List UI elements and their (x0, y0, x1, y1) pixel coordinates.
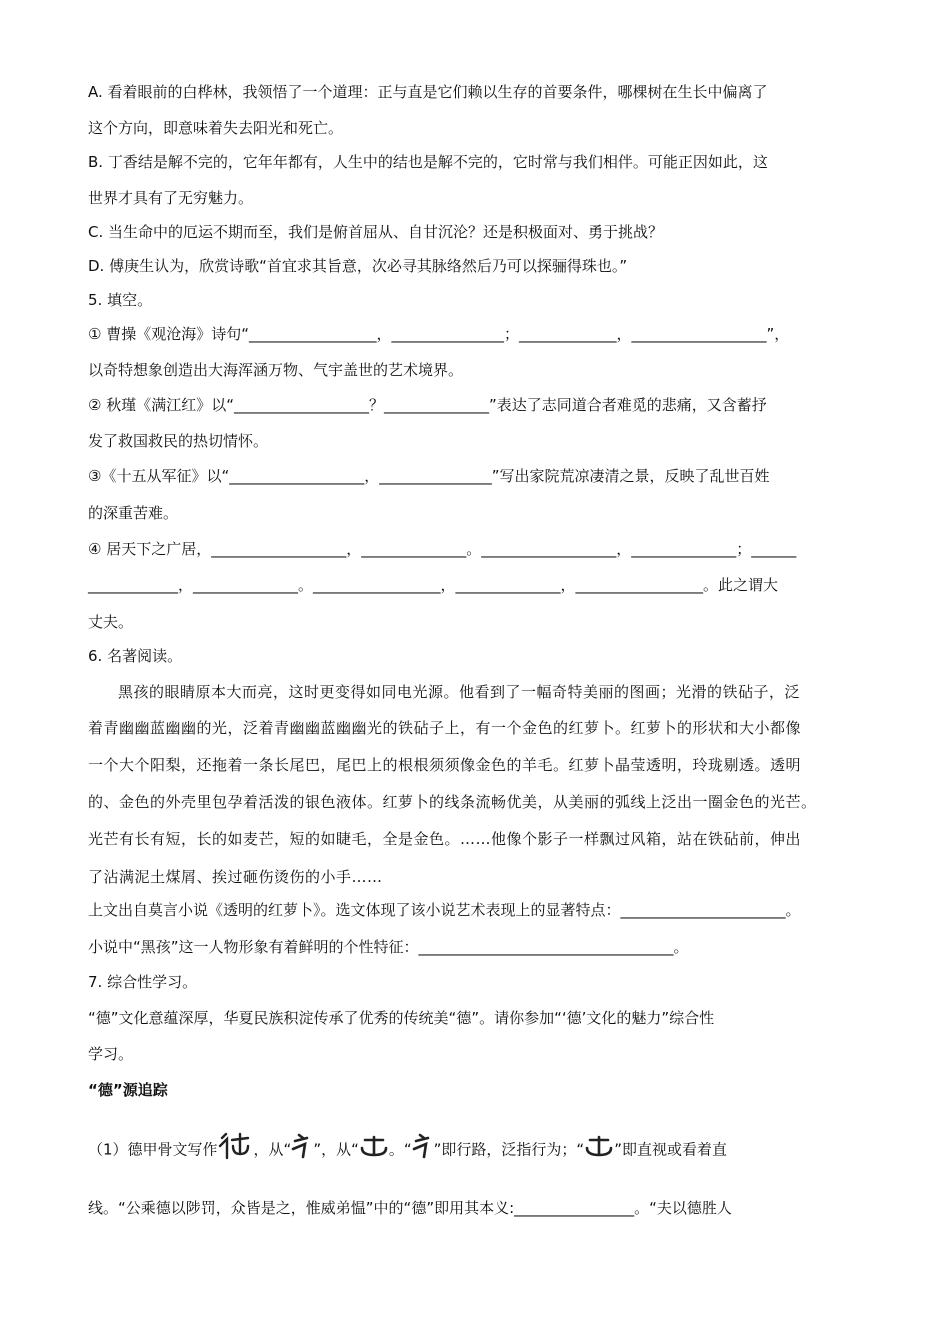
q5-line3: ② 秋瑾《满江红》以“__________________？______________”表达了志同道合者难觅的悲痛，又含蓄抒 (88, 396, 767, 414)
q7-sub1-part-a: （1）德甲骨文写作 (88, 1140, 218, 1159)
q7-sub1-part-c: ”，从“ (313, 1140, 359, 1159)
q7-sub1-line1 (88, 1136, 868, 1164)
q5-line5: ③《十五从军征》以“__________________，_______________”写出家院荒凉凄清之景，反映了乱世百姓 (88, 467, 770, 485)
passage-line4: 的、金色的外壳里包孕着活泼的银色液体。红萝卜的线条流畅优美，从美丽的弧线上泛出一圈金色的光芒。 (88, 793, 817, 811)
option-b-line1: B. 丁香结是解不完的，它年年都有，人生中的结也是解不完的，它时常与我们相伴。可能正因如此，这 (88, 153, 768, 171)
question-6-title: 6. 名著阅读。 (88, 647, 183, 665)
q5-line7: ④ 居天下之广居，__________________，______________。__________________，______________；______ (88, 540, 797, 558)
q7-sub1-part-d: 。“ (388, 1140, 412, 1159)
question-7-title: 7. 综合性学习。 (88, 973, 198, 991)
option-b-line2: 世界才具有了无穷魅力。 (88, 189, 254, 207)
option-d-line1: D. 傅庚生认为，欣赏诗歌“首宜求其旨意，次必寻其脉络然后乃可以探骊得珠也。” (88, 257, 628, 275)
option-a-line1: A. 看着眼前的白桦林，我领悟了一个道理：正与直是它们赖以生存的首要条件，哪棵树在生长中偏离了 (88, 83, 768, 101)
q7-sub1-part-e: ”即行路，泛指行为；“ (433, 1140, 585, 1159)
q7-sub1-part-f: ”即直视或看着直 (614, 1140, 727, 1159)
q7-sub1-line2: 线。“公乘德以陟罚，众皆是之，惟威弟愠”中的“德”即用其本义:________________。“夫以德胜人 (88, 1199, 732, 1217)
q7-sub1-part-b: ，从“ (253, 1140, 292, 1159)
oracle-zhi-glyph-icon (359, 1134, 389, 1158)
passage-line1: 黑孩的眼睛原本大而亮，这时更变得如同电光源。他看到了一幅奇特美丽的图画；光滑的铁砧子，泛 (118, 683, 801, 701)
q6-question2: 小说中“黑孩”这一人物形象有着鲜明的个性特征：__________________________________。 (88, 938, 689, 956)
question-5-title: 5. 填空。 (88, 291, 153, 309)
option-a-line2: 这个方向，即意味着失去阳光和死亡。 (88, 119, 344, 137)
q5-line9: 丈夫。 (88, 613, 134, 631)
q5-line4: 发了救国救民的热切情怀。 (88, 432, 269, 450)
q7-intro-line1: “德”文化意蕴深厚，华夏民族积淀传承了优秀的传统美“德”。请你参加“‘德’文化的魅力”综合性 (88, 1009, 715, 1027)
passage-line2: 着青幽幽蓝幽幽的光，泛着青幽幽蓝幽幽光的铁砧子上，有一个金色的红萝卜。红萝卜的形状和大小都像 (88, 719, 802, 737)
q5-line2: 以奇特想象创造出大海浑涵万物、气宇盖世的艺术境界。 (88, 361, 464, 379)
q7-intro-line2: 学习。 (88, 1045, 134, 1063)
passage-line3: 一个大个阳梨，还拖着一条长尾巴，尾巴上的根根须须像金色的羊毛。红萝卜晶莹透明，玲珑剔透。透明 (88, 756, 802, 774)
oracle-zhi-glyph-icon-2 (584, 1134, 614, 1158)
option-c-line1: C. 当生命中的厄运不期而至，我们是俯首屈从、自甘沉沦？还是积极面对、勇于挑战？ (88, 223, 664, 241)
q5-line8: ____________，______________。_________________，______________，_________________。此之谓大 (88, 576, 779, 594)
q6-question1: 上文出自莫言小说《透明的红萝卜》。选文体现了该小说艺术表现上的显著特点：______________________。 (88, 901, 801, 919)
passage-line6: 了沾满泥土煤屑、挨过砸伤烫伤的小手…… (88, 868, 383, 886)
oracle-de-glyph-icon (218, 1132, 254, 1160)
passage-line5: 光芒有长有短，长的如麦芒，短的如睫毛，全是金色。……他像个影子一样飘过风箱，站在铁砧前，伸出 (88, 830, 802, 848)
oracle-chi-glyph-icon-2 (412, 1133, 434, 1159)
section-heading: “德”源追踪 (88, 1081, 168, 1099)
q5-line6: 的深重苦难。 (88, 504, 179, 522)
q5-line1: ① 曹操《观沧海》诗句“_________________，_______________；_____________，__________________”， (88, 325, 790, 343)
oracle-chi-glyph-icon (291, 1133, 313, 1159)
